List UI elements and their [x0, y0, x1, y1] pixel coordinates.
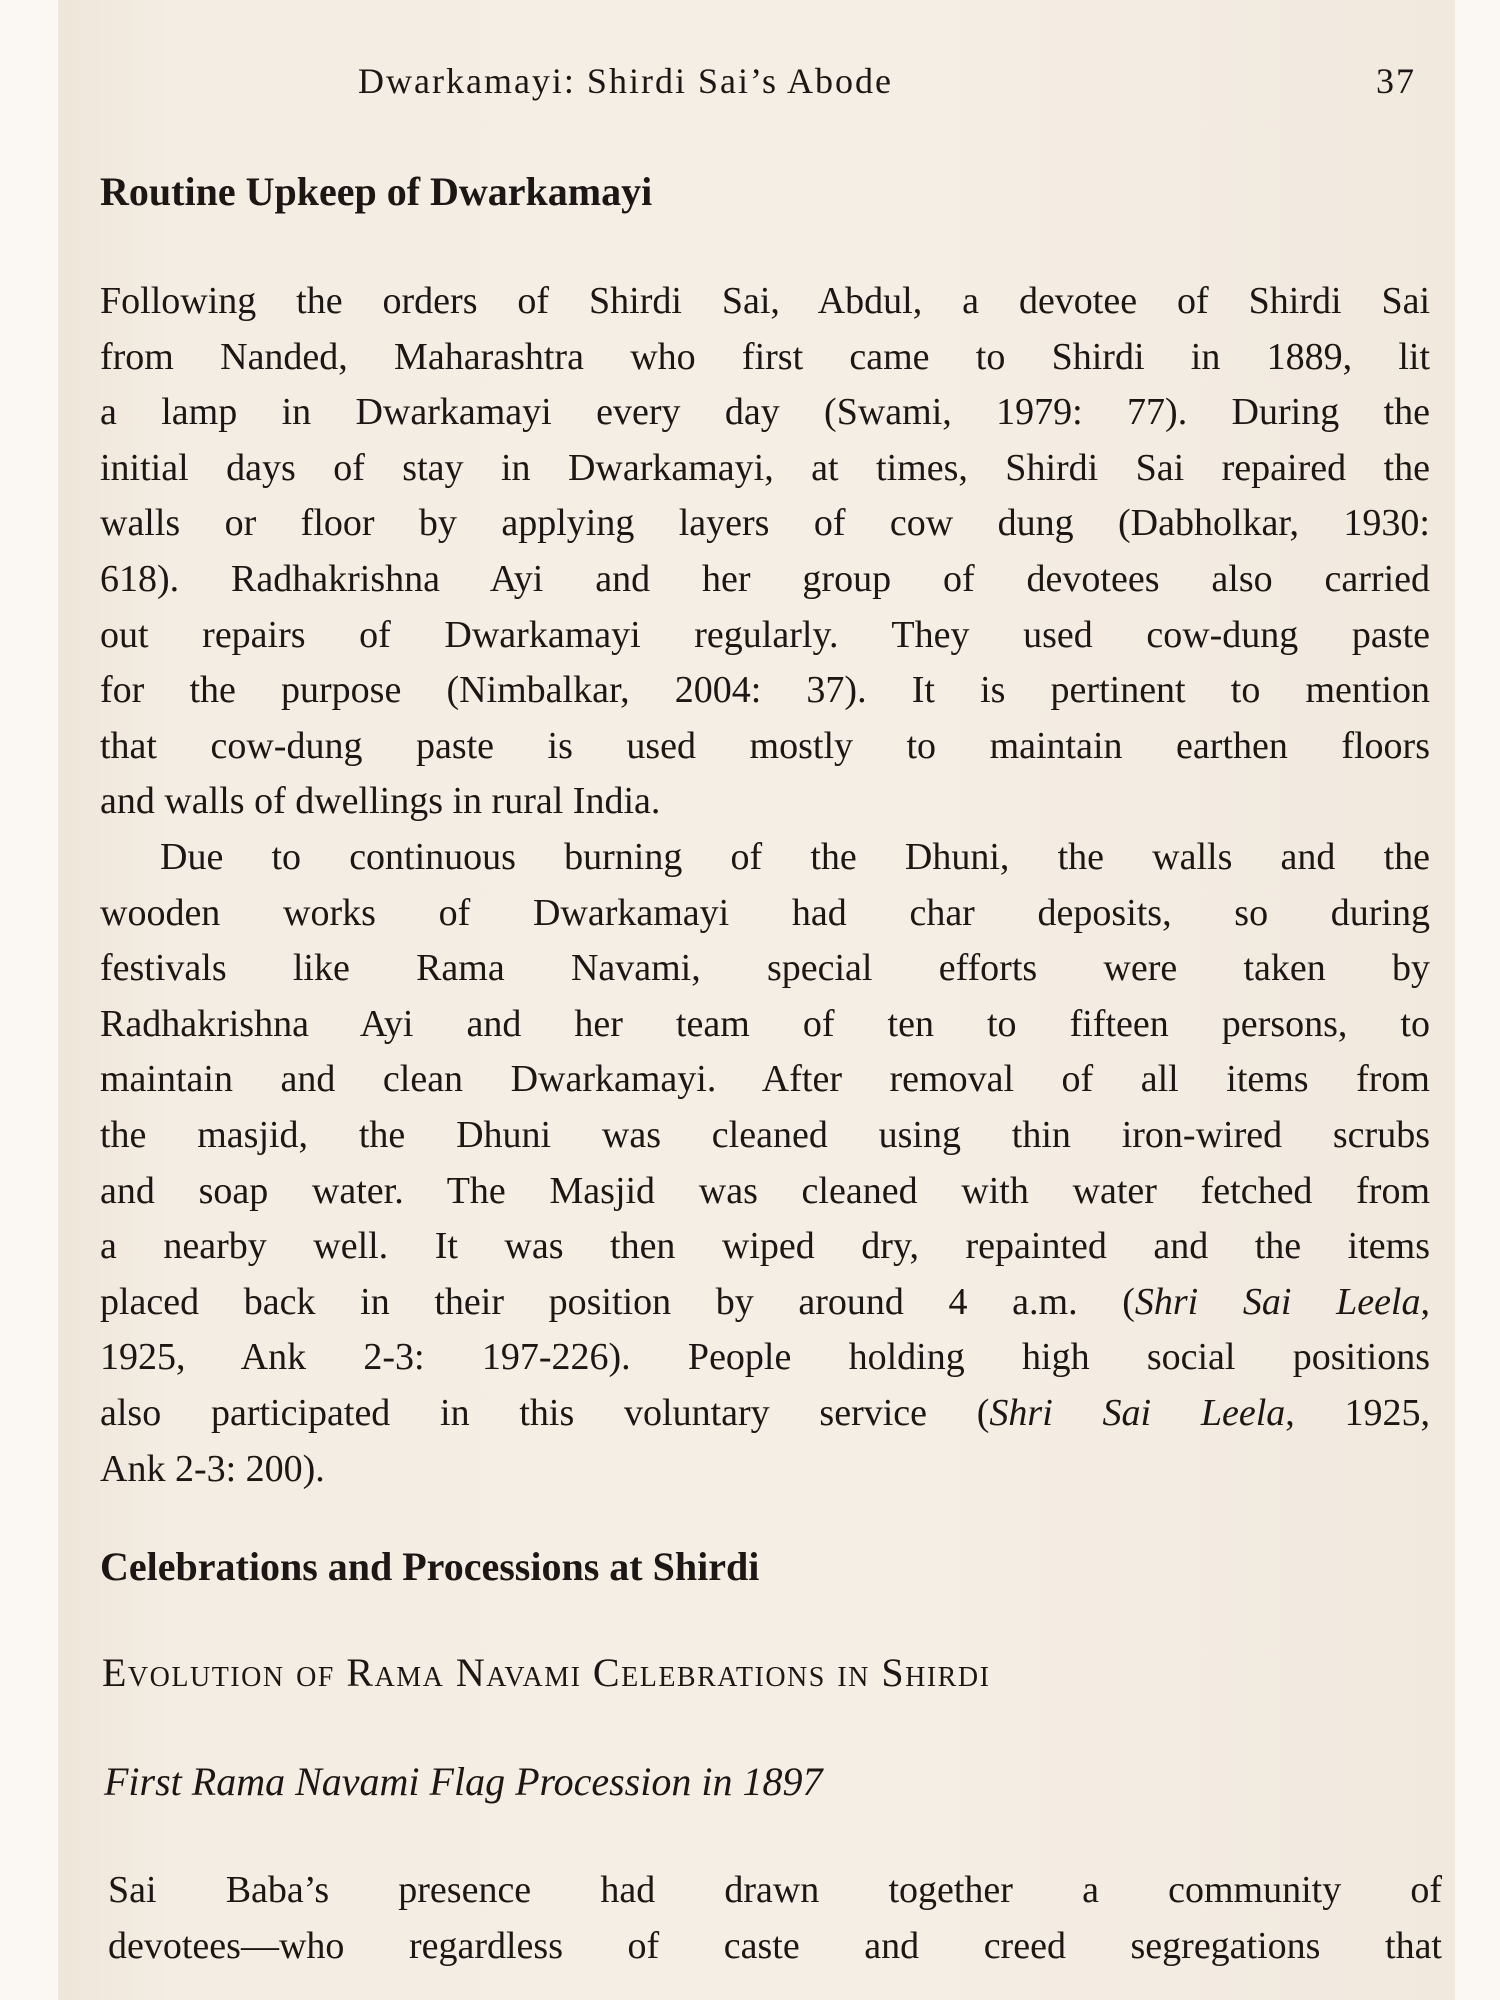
text-segment: also participated in this voluntary service ( — [100, 1392, 990, 1434]
text-segment: and walls of dwellings in rural India. — [100, 780, 661, 823]
text-segment: wooden works of Dwarkamayi had char deposits, so during — [100, 891, 1430, 934]
text-segment: , 1925, — [1285, 1392, 1430, 1434]
text-line — [100, 1051, 1430, 1107]
section-heading-routine-upkeep: Routine Upkeep of Dwarkamayi — [100, 169, 653, 214]
text-line — [100, 1218, 1430, 1274]
text-segment: a lamp in Dwarkamayi every day (Swami, 1979: 77). During the — [100, 391, 1430, 434]
italic-citation: Shri Sai Leela — [989, 1392, 1286, 1434]
text-line — [100, 440, 1430, 496]
subsubheading-first-flag-procession: First Rama Navami Flag Procession in 1897 — [104, 1759, 823, 1804]
text-line — [100, 329, 1430, 385]
text-line — [100, 885, 1430, 941]
text-line — [100, 495, 1430, 551]
text-line — [100, 773, 1430, 829]
text-line — [100, 607, 1430, 663]
text-line — [100, 1441, 1430, 1497]
text-line — [100, 1163, 1430, 1219]
text-segment: initial days of stay in Dwarkamayi, at times, Shirdi Sai repaired the — [100, 446, 1430, 489]
text-line — [100, 551, 1430, 607]
text-segment: the masjid, the Dhuni was cleaned using thin iron-wired scrubs — [100, 1114, 1430, 1156]
text-segment: and soap water. The Masjid was cleaned with water fetched from — [100, 1169, 1430, 1212]
text-line — [108, 1918, 1442, 1974]
text-segment: for the purpose (Nimbalkar, 2004: 37). It is pertinent to mention — [100, 669, 1430, 712]
text-line — [100, 718, 1430, 774]
text-segment: a nearby well. It was then wiped dry, repainted and the items — [100, 1225, 1430, 1268]
book-page — [58, 0, 1455, 2000]
text-line — [108, 1862, 1442, 1918]
text-line — [100, 384, 1430, 440]
text-line — [100, 940, 1430, 996]
text-segment: that cow-dung paste is used mostly to maintain earthen floors — [100, 724, 1430, 767]
text-segment: festivals like Rama Navami, special efforts were taken by — [100, 947, 1430, 990]
text-segment: Radhakrishna Ayi and her team of ten to fifteen persons, to — [100, 1002, 1430, 1045]
text-segment: maintain and clean Dwarkamayi. After removal of all items from — [100, 1058, 1430, 1101]
text-line — [100, 1329, 1430, 1385]
text-segment: out repairs of Dwarkamayi regularly. They used cow-dung paste — [100, 613, 1430, 656]
running-title: Dwarkamayi: Shirdi Sai’s Abode — [358, 61, 893, 101]
page-number: 37 — [1376, 61, 1416, 101]
text-segment: Following the orders of Shirdi Sai, Abdul, a devotee of Shirdi Sai — [100, 280, 1430, 322]
subheading-rama-navami-evolution: Evolution of Rama Navami Celebrations in Shirdi — [102, 1650, 991, 1695]
italic-citation: Shri Sai Leela — [1134, 1280, 1421, 1323]
text-segment: devotees—who regardless of caste and creed segregations that — [108, 1925, 1442, 1967]
text-segment: walls or floor by applying layers of cow dung (Dabholkar, 1930: — [100, 502, 1430, 545]
text-segment: 618). Radhakrishna Ayi and her group of devotees also carried — [100, 558, 1430, 600]
text-segment: from Nanded, Maharashtra who first came to Shirdi in 1889, lit — [100, 335, 1430, 378]
text-line — [100, 273, 1430, 329]
text-line — [160, 829, 1430, 885]
text-line — [100, 1107, 1430, 1163]
text-line — [100, 662, 1430, 718]
text-segment: placed back in their position by around 4 a.m. ( — [100, 1280, 1135, 1323]
text-segment: Ank 2-3: 200). — [100, 1447, 325, 1490]
text-line — [100, 996, 1430, 1052]
text-segment: Sai Baba’s presence had drawn together a community of — [108, 1869, 1442, 1911]
section-heading-celebrations: Celebrations and Processions at Shirdi — [100, 1544, 760, 1589]
text-segment: Due to continuous burning of the Dhuni, the walls and the — [160, 836, 1430, 878]
text-line — [100, 1274, 1430, 1330]
text-segment: , — [1420, 1280, 1430, 1323]
text-line — [100, 1385, 1430, 1441]
text-segment: 1925, Ank 2-3: 197-226). People holding high social positions — [100, 1336, 1430, 1379]
